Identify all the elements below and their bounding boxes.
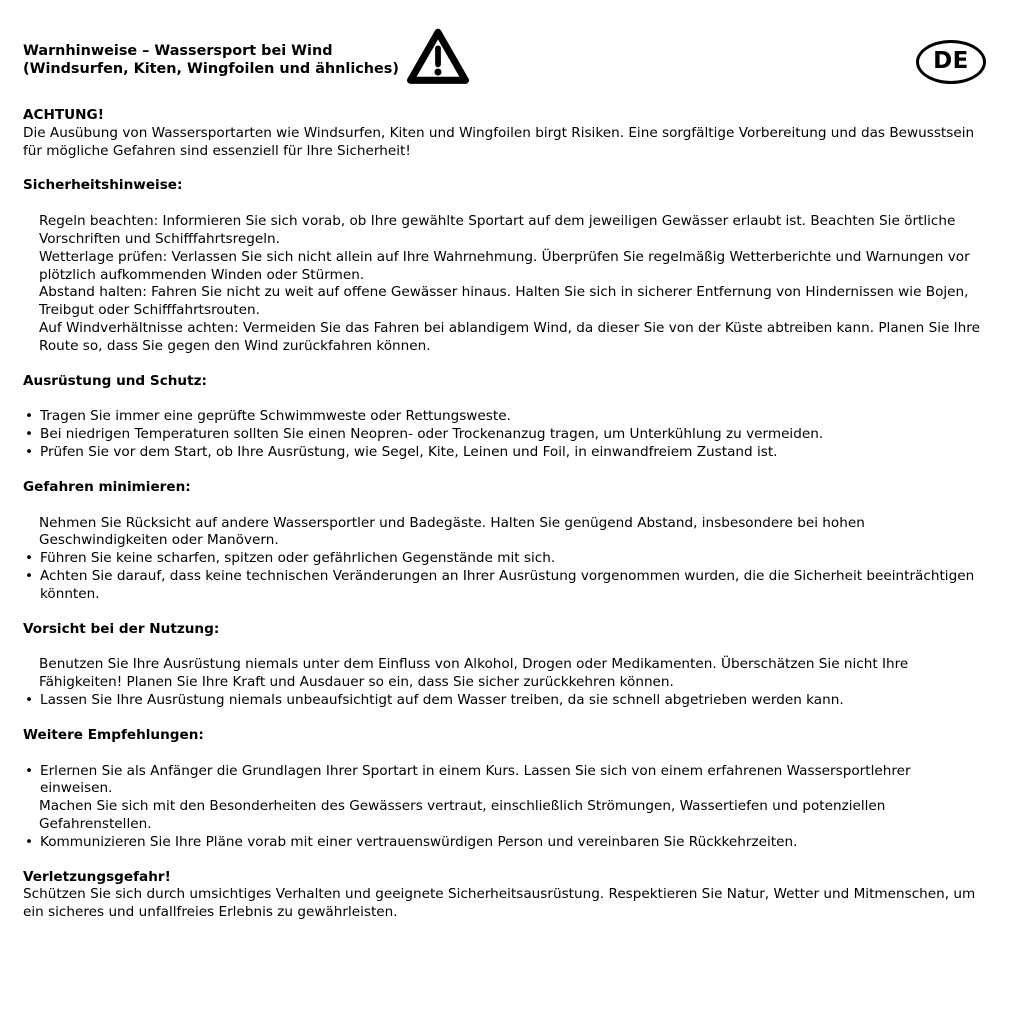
page-title-line2: (Windsurfen, Kiten, Wingfoilen und ähnliches) [23, 61, 399, 77]
section [23, 177, 986, 355]
bullet-icon: • [25, 408, 34, 425]
list-item-text: Prüfen Sie vor dem Start, ob Ihre Ausrüstung, wie Segel, Kite, Leinen und Foil, in einwandfreiem Zustand ist. [40, 443, 778, 460]
page-title [23, 42, 399, 78]
section-heading: Weitere Empfehlungen: [23, 726, 204, 743]
list-item: Wetterlage prüfen: Verlassen Sie sich nicht allein auf Ihre Wahrnehmung. Überprüfen Sie regelmäßig Wetterberichte und Warnungen vor plötzlich aufkommenden Winden oder Stürmen. [39, 248, 970, 283]
bullet-icon: • [25, 833, 34, 850]
page-title-line1: Warnhinweise – Wassersport bei Wind [23, 43, 333, 59]
list-item [23, 426, 986, 444]
section-body [23, 515, 986, 604]
list-item [23, 834, 986, 852]
bullet-icon: • [25, 550, 34, 567]
warning-triangle-icon [406, 26, 470, 86]
section [23, 869, 986, 922]
paragraph: Die Ausübung von Wassersportarten wie Windsurfen, Kiten und Wingfoilen birgt Risiken. Eine sorgfältige Vorbereitung und das Bewusstsein für mögliche Gefahren sind essenziell für Ihre Sicherheit! [23, 124, 975, 159]
language-badge [916, 40, 986, 84]
section-body [23, 408, 986, 461]
bullet-icon: • [25, 426, 34, 443]
list-item [23, 550, 986, 568]
document-header [23, 30, 986, 90]
list-item [23, 408, 986, 426]
list-item-text: Tragen Sie immer eine geprüfte Schwimmweste oder Rettungsweste. [40, 408, 511, 425]
list-item: Benutzen Sie Ihre Ausrüstung niemals unter dem Einfluss von Alkohol, Drogen oder Medikamenten. Überschätzen Sie nicht Ihre Fähigkeiten! Planen Sie Ihre Kraft und Ausdauer so ein, dass Sie sicher zurückkehren können. [39, 656, 909, 691]
section-body [23, 213, 986, 355]
section-heading: Verletzungsgefahr! [23, 868, 171, 885]
section-body [23, 125, 986, 161]
section-body [23, 886, 986, 922]
section [23, 373, 986, 462]
section [23, 727, 986, 852]
list-item-text: Achten Sie darauf, dass keine technischen Veränderungen an Ihrer Ausrüstung vorgenommen wurden, die die Sicherheit beeinträchtigen könnten. [40, 567, 975, 602]
list-item: Auf Windverhältnisse achten: Vermeiden Sie das Fahren bei ablandigem Wind, da dieser Sie von der Küste abtreiben kann. Planen Sie Ihre Route so, dass Sie gegen den Wind zurückfahren können. [39, 319, 980, 354]
section [23, 479, 986, 604]
section [23, 107, 986, 160]
bullet-icon: • [25, 443, 34, 460]
list-item-text: Führen Sie keine scharfen, spitzen oder gefährlichen Gegenstände mit sich. [40, 550, 556, 567]
section [23, 621, 986, 710]
list-item [23, 763, 986, 799]
list-item-text: Erlernen Sie als Anfänger die Grundlagen Ihrer Sportart in einem Kurs. Lassen Sie sich von einem erfahrenen Wassersportlehrer einweisen. [40, 762, 911, 797]
language-badge-label: DE [933, 48, 969, 75]
list-item [23, 568, 986, 604]
list-item: Regeln beachten: Informieren Sie sich vorab, ob Ihre gewählte Sportart auf dem jeweiligen Gewässer erlaubt ist. Beachten Sie örtliche Vorschriften und Schifffahrtsregeln. [39, 213, 956, 247]
section-body [23, 656, 986, 709]
section-heading: Gefahren minimieren: [23, 478, 191, 495]
paragraph: Schützen Sie sich durch umsichtiges Verhalten und geeignete Sicherheitsausrüstung. Respektieren Sie Natur, Wetter und Mitmenschen, um ein sicheres und unfallfreies Erlebnis zu gewährleisten. [23, 886, 976, 921]
list-item [23, 444, 986, 462]
bullet-icon: • [25, 691, 34, 708]
section-body [23, 763, 986, 852]
document-body [23, 107, 986, 922]
list-item [23, 692, 986, 710]
list-item-text: Lassen Sie Ihre Ausrüstung niemals unbeaufsichtigt auf dem Wasser treiben, da sie schnell abgetrieben werden kann. [40, 691, 844, 708]
section-heading: ACHTUNG! [23, 107, 104, 123]
list-item-text: Bei niedrigen Temperaturen sollten Sie einen Neopren- oder Trockenanzug tragen, um Unterkühlung zu vermeiden. [40, 426, 824, 443]
list-item: Nehmen Sie Rücksicht auf andere Wassersportler und Badegäste. Halten Sie genügend Abstand, insbesondere bei hohen Geschwindigkeiten oder Manövern. [39, 514, 865, 549]
section-heading: Vorsicht bei der Nutzung: [23, 620, 220, 637]
list-item: Abstand halten: Fahren Sie nicht zu weit auf offene Gewässer hinaus. Halten Sie sich in sicherer Entfernung von Hindernissen wie Bojen, Treibgut oder Schifffahrtsrouten. [39, 284, 969, 319]
bullet-icon: • [25, 567, 34, 584]
section-heading: Ausrüstung und Schutz: [23, 372, 207, 389]
list-item: Machen Sie sich mit den Besonderheiten des Gewässers vertraut, einschließlich Strömungen, Wassertiefen und potenziellen Gefahrenstellen. [39, 798, 886, 832]
list-item-text: Kommunizieren Sie Ihre Pläne vorab mit einer vertrauenswürdigen Person und vereinbaren Sie Rückkehrzeiten. [40, 833, 798, 850]
bullet-icon: • [25, 762, 34, 779]
section-heading: Sicherheitshinweise: [23, 177, 183, 194]
